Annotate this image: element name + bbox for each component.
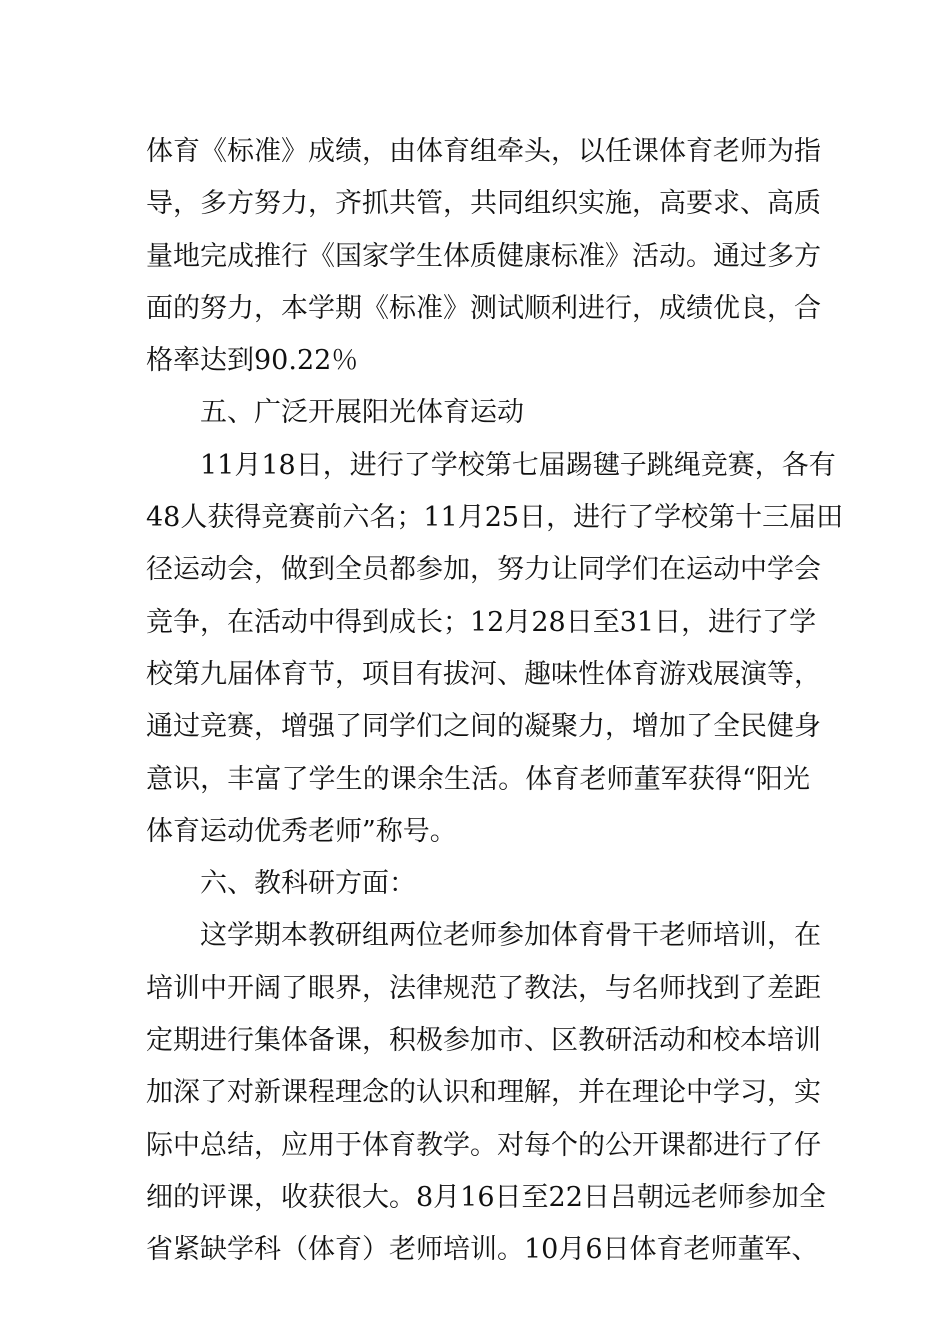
text-line: 导，多方努力，齐抓共管，共同组织实施，高要求、高质 xyxy=(146,188,821,220)
text-line: 定期进行集体备课，积极参加市、区教研活动和校本培训 xyxy=(146,1025,821,1057)
text-line: 加深了对新课程理念的认识和理解，并在理论中学习，实 xyxy=(146,1077,821,1109)
text-line: 48人获得竞赛前六名；11月25日，进行了学校第十三届田 xyxy=(146,502,844,534)
text-line: 量地完成推行《国家学生体质健康标准》活动。通过多方 xyxy=(146,240,821,272)
text-line: 细的评课，收获很大。8月16日至22日吕朝远老师参加全 xyxy=(146,1181,826,1213)
text-line: 五、广泛开展阳光体育运动 xyxy=(200,397,524,429)
text-line: 体育《标准》成绩，由体育组牵头，以任课体育老师为指 xyxy=(146,136,821,167)
text-line: 这学期本教研组两位老师参加体育骨干老师培训，在 xyxy=(200,920,821,952)
text-line: 通过竞赛，增强了同学们之间的凝聚力，增加了全民健身 xyxy=(146,711,821,743)
text-line: 格率达到90.22％ xyxy=(146,345,359,377)
text-line: 际中总结，应用于体育教学。对每个的公开课都进行了仔 xyxy=(146,1129,821,1161)
text-line: 竞争，在活动中得到成长；12月28日至31日，进行了学 xyxy=(146,606,817,638)
text-line: 培训中开阔了眼界，法律规范了教法，与名师找到了差距 xyxy=(146,972,821,1004)
text-line: 省紧缺学科（体育）老师培训。10月6日体育老师董军、 xyxy=(146,1234,819,1266)
text-line: 校第九届体育节，项目有拔河、趣味性体育游戏展演等， xyxy=(146,658,821,690)
text-line: 意识，丰富了学生的课余生活。体育老师董军获得“阳光 xyxy=(146,763,810,795)
text-line: 体育运动优秀老师”称号。 xyxy=(146,815,457,847)
text-line: 六、教科研方面： xyxy=(200,868,416,900)
text-line: 面的努力，本学期《标准》测试顺利进行，成绩优良，合 xyxy=(146,292,821,324)
document-body xyxy=(146,126,844,1277)
text-line: 11月18日，进行了学校第七届踢毽子跳绳竞赛，各有 xyxy=(200,449,836,481)
text-line: 径运动会，做到全员都参加，努力让同学们在运动中学会 xyxy=(146,554,821,586)
